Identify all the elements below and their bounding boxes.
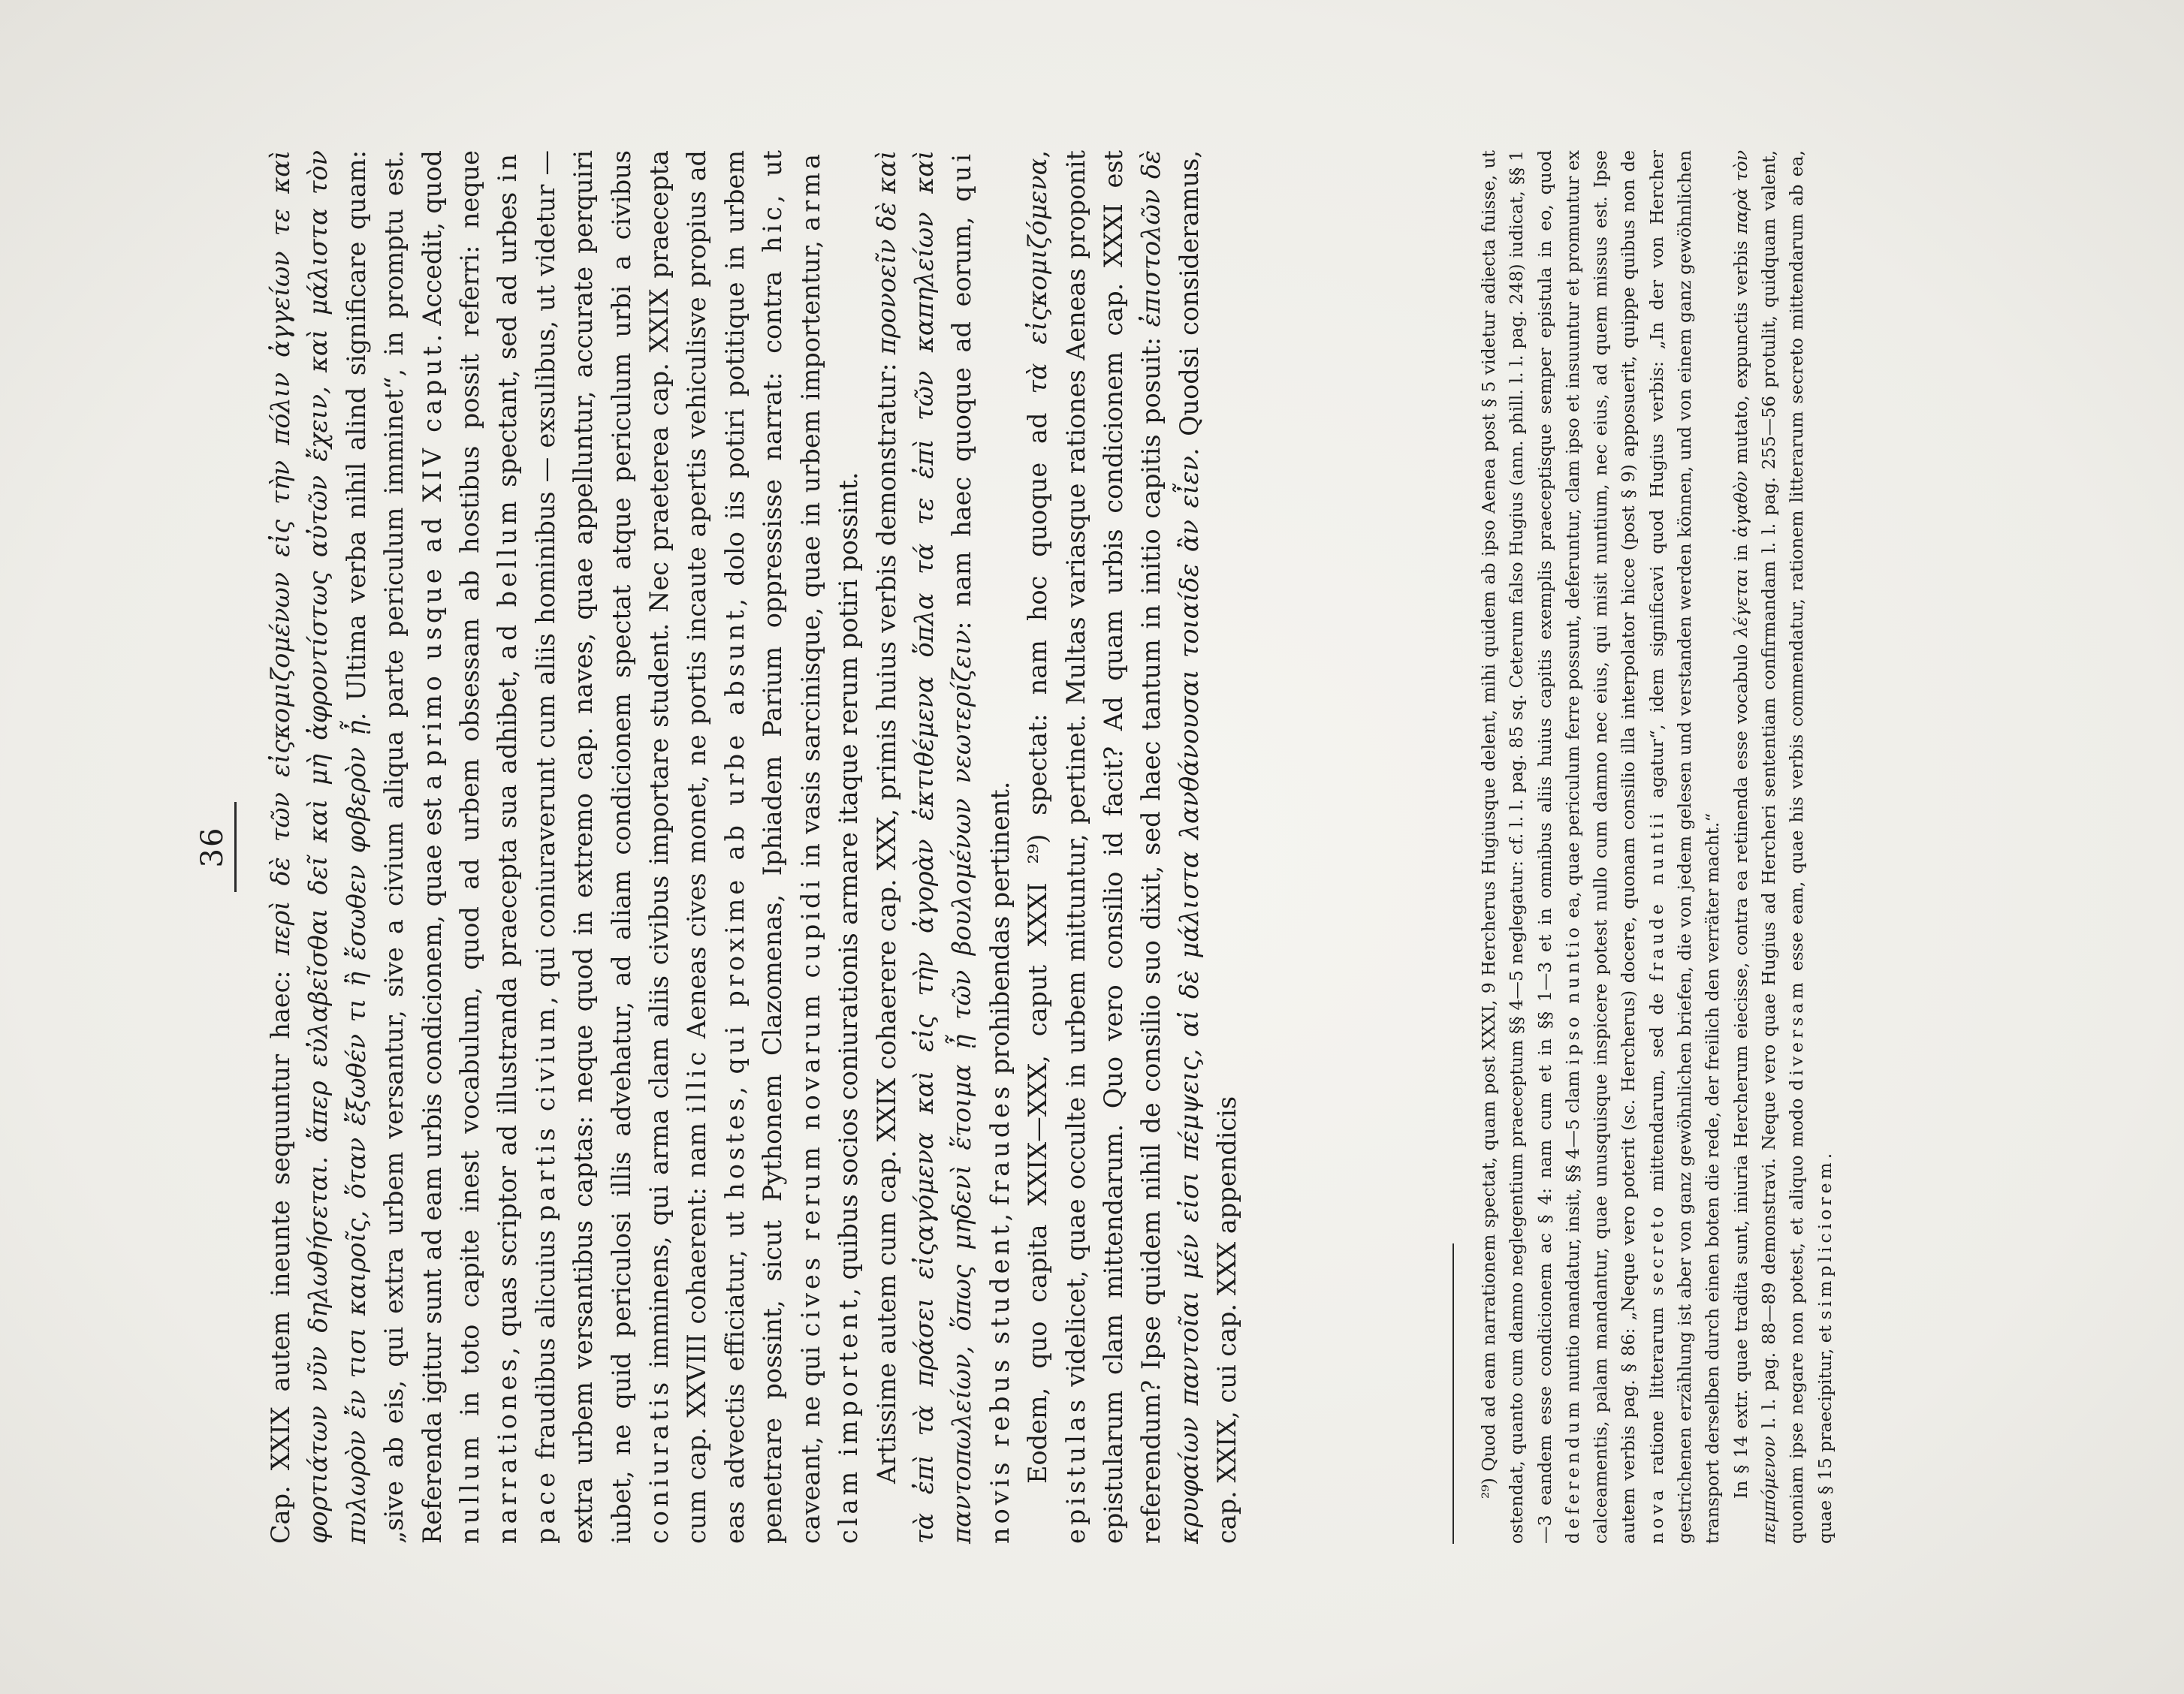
text-run: in vasis sarcinisque, quae in urbem importentur, [795, 231, 825, 877]
text-run: imminens, qui arma clam aliis civibus importare student. Nec praeterea cap. XXIX praecepta cum cap. XXVIII cohaerent: nam [644, 150, 712, 1544]
text-run: mutato, expunctis verbis [1730, 234, 1751, 472]
footnotes [1475, 150, 1839, 1544]
text-run: ²⁹) Quod ad eam narrationem spectat, quam post XXXI, 9 Hercherus Hugiusque delent, mihi quidem ab ipso Aenea post § 5 videtur adiecta fuisse, ut ostendat, quanto cum damno neglegentium praeceptum §§ 4—5 neglegatur: cf. l. l. pag. 85 sq. Ceterum falso Hugius (ann. phill. l. l. pag. 248) iudicat, §§ 1—3 eandem esse condicionem ac § 4: nam cum et in §§ 1—3 et in omnibus aliis huius capitis exemplis praeceptisque semper epistula in eo, quod [1478, 150, 1555, 1544]
spaced-emphasis: qui novis rebus student [947, 149, 1015, 1544]
text-run: Ultima verba nihil alind significare quam: „sive ab eis, qui extra urbem versantur, sive a civium aliqua parte periculum imminet“, in promptu est. Referenda igitur sunt ad eam urbis condicionem, quae est a [341, 150, 447, 1544]
spaced-emphasis: secreto [1646, 1203, 1667, 1296]
text-run: . Accedit, quod [417, 150, 447, 342]
text-run: in [1730, 537, 1751, 568]
greek-quote: ἐπιστολῶν δὲ κρυφαίων παντοῖαι μέν εἰσι πέμψεις, αἱ δὲ μάλιστα λανθάνουσαι τοιαίδε ἂν εἶεν. [1136, 150, 1204, 1544]
text-run: Eodem, quo capita XXIX—XXX, caput XXXI ²⁹) spectat: nam hoc quoque ad [1023, 393, 1053, 1484]
footnote-rule [1452, 1243, 1454, 1544]
text-run: , [985, 1205, 1015, 1222]
spaced-emphasis: epistulas [1060, 1395, 1090, 1544]
text-run: Aeneas cives monet, ne portis incaute apertis vehiculisve propius ad eas advectis efficiatur, ut [682, 149, 750, 1544]
greek-quote: λέγεται [1730, 568, 1751, 638]
text-run: In § 14 extr. quae tradita sunt, iniuria Hercherum eiecisse, contra ea retinenda esse vocabulo [1730, 637, 1751, 1499]
greek-quote: προνοεῖν δὲ καὶ τὰ ἐπὶ τὰ πράσει εἰςαγόμενα καὶ εἰς τὴν ἀγορὰν ἐκτιθέμενα ὅπλα τά τε ἐπὶ τῶν καπηλείων καὶ παντοπωλείων, ὅπως μηδενὶ ἕτοιμα ᾖ τῶν βουλομένων νεωτερίζειν [871, 150, 977, 1544]
spaced-emphasis: narrationes [493, 1355, 523, 1544]
spaced-emphasis: nullum [455, 1433, 485, 1544]
greek-quote: τὰ εἰςκομιζόμενα [1023, 158, 1053, 394]
text-run: videlicet, quae occulte in urbem mittuntur, pertinet. Multas variasque rationes Aeneas proponit epistularum clam mittendarum. Quo vero consilio id facit? Ad quam urbis condicionem cap. XXXI est referendum? Ipse quidem nihil de consilio suo dixit, sed haec tantum in initio capitis posuit: [1060, 150, 1166, 1544]
footnote [1475, 150, 1727, 1544]
text-run: Artissime autem cum cap. XXIX cohaerere cap. XXX, primis huius verbis demonstratur: [871, 354, 901, 1484]
text-run: mittendarum, sed de [1646, 981, 1667, 1204]
text-run: . [1814, 1153, 1836, 1159]
footnote [1727, 150, 1839, 1544]
paragraph [262, 150, 868, 1544]
text-run: agatur“, idem significavi quod Hugius verbis: „In der von Hercher gestrichenen erzählung ist aber von ganz gewöhnlichen briefen, die von jedem gelesen und verstanden werden können, und von einem ganz gewöhnlichen transport derselben durch einen boten die rede, der freilich den verräter macht.“ [1646, 150, 1724, 1544]
greek-quote: παρὰ τὸν πεμπόμενον [1730, 150, 1779, 1544]
rotated-page [131, 104, 2053, 1590]
text-run: ea, quae periculum ferre possunt, deferuntur, clam ipso et insuuntur et promuntur ex calceamentis, palam mandantur, quae unusquisque inspicere potest nullo cum damno nec eius, qui misit nuntium, nec eius, ad quem missus est. Ipse autem verbis pag. § 86: „Neque vero poterit (sc. Hercherus) docere, quonam consilio illa interpolator hicce (post § 9) apposuerit, quippe quibus non de [1561, 150, 1640, 1544]
spaced-emphasis: hic [758, 203, 788, 253]
text-run: : nam haec quoque ad eorum, [947, 201, 977, 630]
spaced-emphasis: fraude nuntii [1646, 809, 1667, 982]
spaced-emphasis: ad bellum [493, 497, 523, 660]
spaced-emphasis: illic [682, 1047, 712, 1114]
spaced-emphasis: fraudes [985, 1082, 1015, 1206]
spaced-emphasis: partis civium [530, 1004, 560, 1222]
spaced-emphasis: in pace [493, 150, 560, 1544]
text-run: nuntio mandatur, insit, §§ 4—5 clam [1561, 1065, 1583, 1398]
main-text [262, 150, 1247, 1544]
spaced-emphasis: simpliciorem [1814, 1159, 1836, 1320]
text-run: ratione litterarum [1646, 1295, 1667, 1487]
spaced-emphasis: primo usque ad XIV caput [417, 342, 447, 767]
paragraph [868, 150, 1020, 1544]
text-run: spectant, sed ad urbes [493, 182, 523, 498]
spaced-emphasis: deferendum [1561, 1397, 1583, 1544]
spaced-emphasis: ipso nuntio [1561, 924, 1583, 1066]
spaced-emphasis: hostes [719, 1094, 750, 1199]
text-run: Cap. XXIX autem ineunte sequuntur haec: [266, 955, 295, 1544]
text-run: in toto capite inest vocabulum, quod ad urbem obsessam ab hostibus possit referri: neque [455, 150, 485, 1433]
text-run: , qui coniuraverunt cum aliis hominibus — exsulibus, ut videtur — extra urbem versantibus captas: neque quod in extremo cap. naves, quae appelluntur, accurate perquiri iubet, ne quid periculosi illis advehatur, ad aliam condicionem spectat atque periculum urbi a civibus [530, 149, 636, 1544]
paragraph [1019, 150, 1246, 1544]
spaced-emphasis: nova [1646, 1486, 1667, 1544]
header-rule [234, 802, 237, 892]
text-run: , dolo iis potiri potitique in urbem penetrare possint, sicut Pythonem Clazomenas, Iphiadem Parium oppressisse narrat: contra [719, 150, 788, 1544]
page-number: 36 [195, 826, 230, 868]
text-run: , [1023, 150, 1053, 158]
spaced-emphasis: qui proxime ab urbe absunt [719, 606, 750, 1075]
text-run: , quas scriptor ad illustranda praecepta sua adhibet, [493, 659, 523, 1355]
greek-quote: ἀγαθὸν [1730, 471, 1751, 538]
text-run: l. l. pag. 88—89 demonstravi. Neque vero quae Hugius ad Hercheri sententiam confirmandam l. l. pag. 255—56 protulit, quidquam valent, quoniam ipse negare non potest, et aliquo modo [1757, 150, 1808, 1544]
greek-quote: περὶ δὲ τῶν εἰςκομιζομένων εἰς τὴν πόλιν ἀγγείων τε καὶ φορτιάτων νῦν δηλωθήσεται. ἅπερ εὐλαβεῖσθαι δεῖ καὶ μὴ ἀφροντίστως αὐτῶν ἔχειν, καὶ μάλιστα τὸν πυλωρὸν ἔν τισι καιροῖς, ὅταν ἔξωθέν τι ἢ ἔσωθεν φοβερὸν ᾖ. [266, 149, 371, 1544]
spaced-emphasis: arma clam importent [795, 149, 864, 1544]
text-run: Quodsi consideramus, cap. XXIX, cui cap. XXX appendicis [1174, 150, 1242, 1544]
text-run: , quibus socios coniurationis armare itaque rerum potiri possint. [834, 472, 864, 1296]
text-run: , ut caveant, ne qui [758, 150, 825, 1544]
text-run: prohibendas pertinent. [985, 781, 1015, 1083]
spaced-emphasis: cives rerum novarum cupidi [795, 876, 825, 1337]
text-run: fraudibus alicuius [530, 1221, 560, 1469]
text-run: , [719, 1074, 750, 1095]
text-run: esse eam, quae his verbis commendatur, rationem litterarum secreto mittendarum ab ea, quae § 15 praecipitur, et [1786, 150, 1836, 1544]
spaced-emphasis: diversam [1786, 978, 1808, 1091]
spaced-emphasis: coniuratis [644, 1378, 674, 1544]
